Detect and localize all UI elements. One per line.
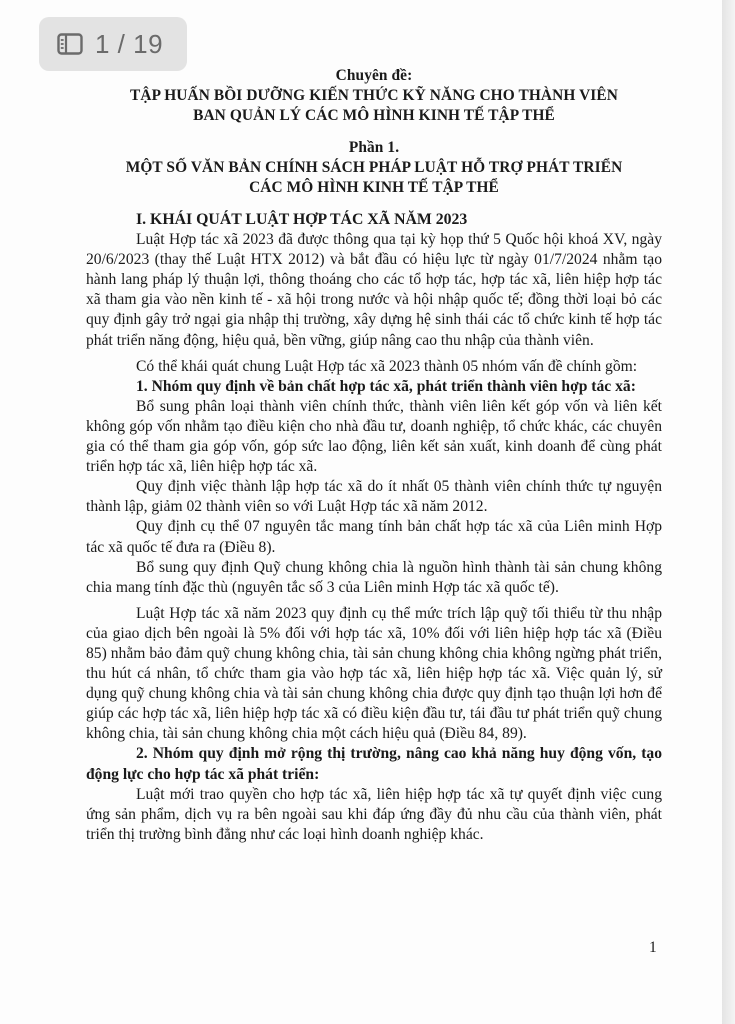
page-count-label: 1 / 19 <box>95 28 164 59</box>
paragraph: Quy định việc thành lập hợp tác xã do ít nhất 05 thành viên chính thức tự nguyện thành lập, giảm 02 thành viên so với Luật Hợp tác xã năm 2012. <box>86 478 662 516</box>
sidebar-panel-icon[interactable] <box>57 33 83 55</box>
part-label: Phần 1. <box>348 139 400 156</box>
paragraph: Có thể khái quát chung Luật Hợp tác xã 2023 thành 05 nhóm vấn đề chính gồm: <box>136 357 638 375</box>
paragraph: Bổ sung quy định Quỹ chung không chia là nguồn hình thành tài sản chung không chia mang tính đặc thù (nguyên tắc số 3 của Liên minh Hợp tác xã quốc tế). <box>86 558 662 596</box>
page-indicator[interactable] <box>39 17 187 71</box>
topic-heading <box>86 66 662 126</box>
topic-title-line-1: TẬP HUẤN BỒI DƯỠNG KIẾN THỨC KỸ NĂNG CHO THÀNH VIÊN <box>130 87 618 104</box>
group-1-title: 1. Nhóm quy định về bản chất hợp tác xã, phát triển thành viên hợp tác xã: <box>136 377 636 395</box>
paragraph: Luật Hợp tác xã năm 2023 quy định cụ thể mức trích lập quỹ tối thiểu từ thu nhập của giao dịch bên ngoài là 5% đối với hợp tác xã, 10% đối với liên hiệp hợp tác xã (Điều 85) nhằm bảo đảm quỹ chung không chia, tài sản chung không chia không ngừng phát triển, thu hút cá nhân, tổ chức tham gia vào hợp tác xã, liên hiệp hợp tác xã. Việc quản lý, sử dụng quỹ chung không chia và tài sản chung không chia được quy định tạo thuận lợi hơn để giúp các hợp tác xã, liên hiệp hợp tác xã có điều kiện đầu tư, tái đầu tư phát triển quỹ chung không chia, tài sản chung không chia một cách hiệu quả (Điều 84, 89). <box>86 604 662 743</box>
paragraph: Luật Hợp tác xã 2023 đã được thông qua tại kỳ họp thứ 5 Quốc hội khoá XV, ngày 20/6/2023 (thay thế Luật HTX 2012) và bắt đầu có hiệu lực từ ngày 01/7/2024 nhằm tạo hành lang pháp lý thuận lợi, thông thoáng cho các tổ hợp tác, hợp tác xã, liên hiệp hợp tác xã tham gia vào nền kinh tế - xã hội trong nước và hội nhập quốc tế; đồng thời loại bỏ các quy định gây trở ngại gia nhập thị trường, xây dựng hệ sinh thái các tổ chức kinh tế hợp tác phát triển năng động, hiệu quả, bền vững, giúp nâng cao thu nhập của thành viên. <box>86 231 662 349</box>
paragraph: Bổ sung phân loại thành viên chính thức, thành viên liên kết góp vốn và liên kết không góp vốn nhằm tạo điều kiện cho nhà đầu tư, doanh nghiệp, tổ chức khác, các chuyên gia có thể tham gia góp vốn, góp sức lao động, liên kết sản xuất, kinh doanh để cùng phát triển hợp tác xã, liên hiệp hợp tác xã. <box>86 397 662 476</box>
page-edge-shadow <box>722 0 735 1024</box>
paragraph: Quy định cụ thể 07 nguyên tắc mang tính bản chất hợp tác xã của Liên minh Hợp tác xã quốc tế đưa ra (Điều 8). <box>86 518 662 556</box>
paragraph: Luật mới trao quyền cho hợp tác xã, liên hiệp hợp tác xã tự quyết định việc cung ứng sản phẩm, dịch vụ ra bên ngoài sau khi đáp ứng đầy đủ nhu cầu của thành viên, phát triển thị trường bình đẳng như các loại hình doanh nghiệp khác. <box>86 785 662 843</box>
part-title-line-2: CÁC MÔ HÌNH KINH TẾ TẬP THỂ <box>249 179 499 196</box>
page-number: 1 <box>649 939 657 956</box>
part-title-line-1: MỘT SỐ VĂN BẢN CHÍNH SÁCH PHÁP LUẬT HỖ TRỢ PHÁT TRIỂN <box>125 159 623 176</box>
section-title: I. KHÁI QUÁT LUẬT HỢP TÁC XÃ NĂM 2023 <box>136 211 468 228</box>
part-heading <box>86 138 662 198</box>
document-body <box>86 66 662 845</box>
group-2-title: 2. Nhóm quy định mở rộng thị trường, nâng cao khả năng huy động vốn, tạo động lực cho hợp tác xã phát triển: <box>86 745 662 783</box>
topic-title-line-2: BAN QUẢN LÝ CÁC MÔ HÌNH KINH TẾ TẬP THỂ <box>193 107 555 124</box>
topic-label: Chuyên đề: <box>335 67 413 84</box>
